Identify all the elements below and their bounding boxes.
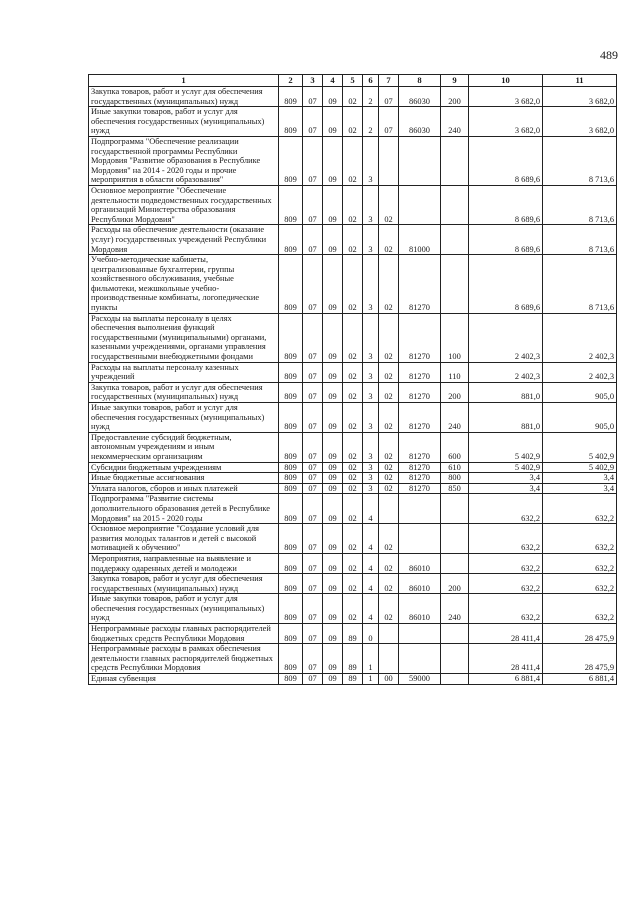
row-cell-c11: 632,2 <box>543 574 617 594</box>
row-cell-c8 <box>399 494 441 524</box>
row-cell-c10: 632,2 <box>469 553 543 573</box>
row-name-cell: Мероприятия, направленные на выявление и поддержку одаренных детей и молодежи <box>89 553 279 573</box>
row-cell-c9: 200 <box>441 574 469 594</box>
row-cell-c8: 59000 <box>399 674 441 685</box>
table-row <box>89 255 617 314</box>
row-cell-c2: 809 <box>279 255 303 314</box>
row-cell-c7: 02 <box>379 483 399 494</box>
table-row <box>89 574 617 594</box>
row-cell-c8: 81270 <box>399 473 441 484</box>
row-cell-c3: 07 <box>303 483 323 494</box>
row-cell-c7: 02 <box>379 462 399 473</box>
row-cell-c11: 632,2 <box>543 553 617 573</box>
row-name-cell: Иные бюджетные ассигнования <box>89 473 279 484</box>
row-cell-c11: 8 713,6 <box>543 185 617 224</box>
row-cell-c7: 02 <box>379 594 399 624</box>
row-cell-c9: 100 <box>441 313 469 362</box>
row-cell-c9 <box>441 644 469 674</box>
row-cell-c4: 09 <box>323 362 343 382</box>
row-cell-c10: 3 682,0 <box>469 87 543 107</box>
row-cell-c11: 3,4 <box>543 483 617 494</box>
row-cell-c4: 09 <box>323 432 343 462</box>
row-name-cell: Подпрограмма "Развитие системы дополнительного образования детей в Республике Мордовия" на 2015 - 2020 годы <box>89 494 279 524</box>
header-cell-9: 9 <box>441 75 469 87</box>
row-cell-c2: 809 <box>279 382 303 402</box>
row-cell-c10: 8 689,6 <box>469 255 543 314</box>
row-cell-c6: 3 <box>363 462 379 473</box>
row-cell-c4: 09 <box>323 382 343 402</box>
row-cell-c3: 07 <box>303 87 323 107</box>
row-cell-c3: 07 <box>303 473 323 484</box>
table-row <box>89 524 617 554</box>
row-cell-c8 <box>399 644 441 674</box>
row-cell-c9: 110 <box>441 362 469 382</box>
row-cell-c2: 809 <box>279 136 303 185</box>
row-cell-c11: 905,0 <box>543 403 617 433</box>
row-cell-c10: 5 402,9 <box>469 432 543 462</box>
table-row <box>89 644 617 674</box>
row-cell-c3: 07 <box>303 403 323 433</box>
row-cell-c3: 07 <box>303 225 323 255</box>
row-cell-c9: 200 <box>441 87 469 107</box>
row-cell-c4: 09 <box>323 553 343 573</box>
table-row <box>89 494 617 524</box>
row-cell-c5: 02 <box>343 255 363 314</box>
row-cell-c6: 1 <box>363 674 379 685</box>
row-cell-c8: 86010 <box>399 553 441 573</box>
header-cell-11: 11 <box>543 75 617 87</box>
row-cell-c2: 809 <box>279 674 303 685</box>
row-cell-c8: 86030 <box>399 107 441 137</box>
row-cell-c5: 89 <box>343 624 363 644</box>
row-cell-c2: 809 <box>279 594 303 624</box>
table-row <box>89 382 617 402</box>
row-cell-c3: 07 <box>303 462 323 473</box>
row-cell-c3: 07 <box>303 432 323 462</box>
row-cell-c8: 81270 <box>399 432 441 462</box>
row-cell-c10: 2 402,3 <box>469 313 543 362</box>
row-cell-c3: 07 <box>303 674 323 685</box>
row-cell-c9 <box>441 494 469 524</box>
row-cell-c5: 89 <box>343 674 363 685</box>
row-cell-c6: 3 <box>363 313 379 362</box>
row-cell-c3: 07 <box>303 624 323 644</box>
row-cell-c2: 809 <box>279 624 303 644</box>
row-cell-c10: 28 411,4 <box>469 624 543 644</box>
row-cell-c9 <box>441 524 469 554</box>
row-name-cell: Подпрограмма "Обеспечение реализации государственной программы Республики Мордовия "Развитие образования в Республике Мордовия" на 2014 - 2020 годы и прочие мероприятия в области образования" <box>89 136 279 185</box>
row-cell-c6: 3 <box>363 473 379 484</box>
row-cell-c7: 02 <box>379 432 399 462</box>
row-cell-c2: 809 <box>279 483 303 494</box>
row-cell-c2: 809 <box>279 313 303 362</box>
row-cell-c10: 881,0 <box>469 403 543 433</box>
row-cell-c4: 09 <box>323 594 343 624</box>
row-cell-c9 <box>441 136 469 185</box>
row-cell-c7: 02 <box>379 225 399 255</box>
row-cell-c9: 600 <box>441 432 469 462</box>
row-cell-c4: 09 <box>323 624 343 644</box>
row-cell-c2: 809 <box>279 494 303 524</box>
row-cell-c2: 809 <box>279 574 303 594</box>
header-cell-5: 5 <box>343 75 363 87</box>
row-cell-c11: 8 713,6 <box>543 136 617 185</box>
row-name-cell: Закупка товаров, работ и услуг для обеспечения государственных (муниципальных) нужд <box>89 87 279 107</box>
row-cell-c6: 1 <box>363 644 379 674</box>
row-cell-c3: 07 <box>303 107 323 137</box>
row-cell-c5: 02 <box>343 462 363 473</box>
row-cell-c7: 02 <box>379 473 399 484</box>
row-cell-c9: 240 <box>441 403 469 433</box>
row-cell-c4: 09 <box>323 674 343 685</box>
row-cell-c6: 3 <box>363 255 379 314</box>
row-cell-c6: 3 <box>363 382 379 402</box>
row-cell-c6: 2 <box>363 87 379 107</box>
row-cell-c10: 632,2 <box>469 494 543 524</box>
row-cell-c5: 02 <box>343 553 363 573</box>
row-cell-c8: 81270 <box>399 403 441 433</box>
table-row <box>89 136 617 185</box>
row-cell-c4: 09 <box>323 107 343 137</box>
row-cell-c9: 800 <box>441 473 469 484</box>
row-cell-c6: 3 <box>363 362 379 382</box>
row-cell-c3: 07 <box>303 362 323 382</box>
budget-table <box>88 74 617 685</box>
row-cell-c10: 8 689,6 <box>469 225 543 255</box>
header-cell-6: 6 <box>363 75 379 87</box>
row-cell-c7: 07 <box>379 87 399 107</box>
table-row <box>89 674 617 685</box>
table-header-row <box>89 75 617 87</box>
row-name-cell: Закупка товаров, работ и услуг для обеспечения государственных (муниципальных) нужд <box>89 574 279 594</box>
row-name-cell: Иные закупки товаров, работ и услуг для обеспечения государственных (муниципальных) нужд <box>89 594 279 624</box>
row-name-cell: Уплата налогов, сборов и иных платежей <box>89 483 279 494</box>
row-name-cell: Предоставление субсидий бюджетным, автономным учреждениям и иным некоммерческим организациям <box>89 432 279 462</box>
row-cell-c6: 4 <box>363 524 379 554</box>
row-cell-c11: 8 713,6 <box>543 255 617 314</box>
row-cell-c10: 3,4 <box>469 473 543 484</box>
row-cell-c10: 881,0 <box>469 382 543 402</box>
row-cell-c5: 02 <box>343 403 363 433</box>
header-cell-7: 7 <box>379 75 399 87</box>
row-cell-c11: 3,4 <box>543 473 617 484</box>
row-cell-c8: 86010 <box>399 574 441 594</box>
row-cell-c5: 02 <box>343 362 363 382</box>
table-row <box>89 87 617 107</box>
row-cell-c11: 5 402,9 <box>543 432 617 462</box>
table-row <box>89 462 617 473</box>
row-cell-c5: 02 <box>343 225 363 255</box>
row-cell-c5: 02 <box>343 185 363 224</box>
row-cell-c11: 2 402,3 <box>543 362 617 382</box>
row-cell-c2: 809 <box>279 185 303 224</box>
row-cell-c6: 3 <box>363 432 379 462</box>
row-cell-c2: 809 <box>279 403 303 433</box>
row-cell-c10: 3,4 <box>469 483 543 494</box>
row-cell-c8 <box>399 185 441 224</box>
table-row <box>89 473 617 484</box>
header-cell-2: 2 <box>279 75 303 87</box>
row-cell-c5: 02 <box>343 473 363 484</box>
row-cell-c6: 3 <box>363 136 379 185</box>
row-name-cell: Иные закупки товаров, работ и услуг для обеспечения государственных (муниципальных) нужд <box>89 107 279 137</box>
row-cell-c5: 02 <box>343 483 363 494</box>
row-cell-c11: 632,2 <box>543 524 617 554</box>
row-name-cell: Иные закупки товаров, работ и услуг для обеспечения государственных (муниципальных) нужд <box>89 403 279 433</box>
row-cell-c10: 5 402,9 <box>469 462 543 473</box>
row-cell-c3: 07 <box>303 185 323 224</box>
row-cell-c2: 809 <box>279 524 303 554</box>
row-cell-c11: 6 881,4 <box>543 674 617 685</box>
row-cell-c5: 02 <box>343 136 363 185</box>
row-cell-c8: 81270 <box>399 313 441 362</box>
row-cell-c2: 809 <box>279 553 303 573</box>
row-cell-c7: 02 <box>379 403 399 433</box>
row-cell-c4: 09 <box>323 185 343 224</box>
row-name-cell: Расходы на выплаты персоналу казенных учреждений <box>89 362 279 382</box>
row-cell-c10: 2 402,3 <box>469 362 543 382</box>
row-cell-c9: 200 <box>441 382 469 402</box>
row-cell-c9 <box>441 185 469 224</box>
row-cell-c2: 809 <box>279 107 303 137</box>
row-cell-c9: 240 <box>441 107 469 137</box>
row-cell-c7: 07 <box>379 107 399 137</box>
row-cell-c4: 09 <box>323 225 343 255</box>
row-cell-c7 <box>379 494 399 524</box>
row-cell-c11: 28 475,9 <box>543 644 617 674</box>
row-cell-c10: 28 411,4 <box>469 644 543 674</box>
row-name-cell: Непрограммные расходы в рамках обеспечения деятельности главных распорядителей бюджетных средств Республики Мордовия <box>89 644 279 674</box>
row-cell-c4: 09 <box>323 494 343 524</box>
row-name-cell: Непрограммные расходы главных распорядителей бюджетных средств Республики Мордовия <box>89 624 279 644</box>
row-cell-c6: 3 <box>363 403 379 433</box>
row-cell-c11: 3 682,0 <box>543 87 617 107</box>
table-row <box>89 362 617 382</box>
row-cell-c7: 02 <box>379 362 399 382</box>
row-cell-c3: 07 <box>303 136 323 185</box>
row-cell-c8: 81270 <box>399 382 441 402</box>
row-cell-c7 <box>379 136 399 185</box>
row-cell-c5: 02 <box>343 574 363 594</box>
row-cell-c5: 02 <box>343 87 363 107</box>
row-cell-c7: 02 <box>379 524 399 554</box>
row-cell-c4: 09 <box>323 313 343 362</box>
row-cell-c9 <box>441 553 469 573</box>
row-cell-c6: 4 <box>363 494 379 524</box>
row-cell-c10: 8 689,6 <box>469 185 543 224</box>
row-name-cell: Закупка товаров, работ и услуг для обеспечения государственных (муниципальных) нужд <box>89 382 279 402</box>
row-cell-c7 <box>379 624 399 644</box>
header-cell-4: 4 <box>323 75 343 87</box>
row-cell-c3: 07 <box>303 553 323 573</box>
row-cell-c8: 86010 <box>399 594 441 624</box>
row-cell-c3: 07 <box>303 524 323 554</box>
row-cell-c9: 610 <box>441 462 469 473</box>
row-cell-c11: 632,2 <box>543 494 617 524</box>
row-cell-c5: 02 <box>343 432 363 462</box>
row-cell-c5: 02 <box>343 494 363 524</box>
row-cell-c6: 3 <box>363 225 379 255</box>
row-name-cell: Основное мероприятие "Создание условий для развития молодых талантов и детей с высокой мотивацией к обучению" <box>89 524 279 554</box>
row-cell-c3: 07 <box>303 574 323 594</box>
row-cell-c7: 00 <box>379 674 399 685</box>
row-cell-c4: 09 <box>323 473 343 484</box>
row-cell-c8: 86030 <box>399 87 441 107</box>
row-cell-c10: 6 881,4 <box>469 674 543 685</box>
row-cell-c9 <box>441 255 469 314</box>
row-cell-c6: 4 <box>363 594 379 624</box>
row-cell-c8: 81270 <box>399 462 441 473</box>
row-cell-c8: 81270 <box>399 255 441 314</box>
row-cell-c7 <box>379 644 399 674</box>
row-cell-c11: 3 682,0 <box>543 107 617 137</box>
row-cell-c7: 02 <box>379 553 399 573</box>
row-cell-c7: 02 <box>379 574 399 594</box>
header-cell-10: 10 <box>469 75 543 87</box>
row-cell-c7: 02 <box>379 185 399 224</box>
row-cell-c5: 02 <box>343 313 363 362</box>
table-row <box>89 185 617 224</box>
table-row <box>89 483 617 494</box>
row-cell-c10: 632,2 <box>469 594 543 624</box>
row-cell-c6: 3 <box>363 185 379 224</box>
table-row <box>89 313 617 362</box>
row-cell-c8: 81270 <box>399 362 441 382</box>
row-cell-c9 <box>441 225 469 255</box>
row-name-cell: Субсидии бюджетным учреждениям <box>89 462 279 473</box>
row-cell-c11: 5 402,9 <box>543 462 617 473</box>
row-cell-c11: 905,0 <box>543 382 617 402</box>
row-cell-c3: 07 <box>303 494 323 524</box>
row-cell-c8: 81000 <box>399 225 441 255</box>
row-cell-c4: 09 <box>323 87 343 107</box>
page-number: 489 <box>600 48 618 62</box>
row-cell-c4: 09 <box>323 462 343 473</box>
row-cell-c9 <box>441 624 469 644</box>
row-cell-c8 <box>399 524 441 554</box>
row-cell-c3: 07 <box>303 594 323 624</box>
row-cell-c10: 8 689,6 <box>469 136 543 185</box>
row-cell-c5: 02 <box>343 107 363 137</box>
row-cell-c2: 809 <box>279 87 303 107</box>
row-cell-c5: 02 <box>343 594 363 624</box>
row-cell-c8 <box>399 136 441 185</box>
row-cell-c2: 809 <box>279 462 303 473</box>
row-name-cell: Расходы на выплаты персоналу в целях обеспечения выполнения функций государственными (муниципальными) органами, казенными учреждениями, органами управления государственными внебюджетными фондами <box>89 313 279 362</box>
row-cell-c3: 07 <box>303 255 323 314</box>
row-name-cell: Учебно-методические кабинеты, централизованные бухгалтерии, группы хозяйственного обслуживания, учебные фильмотеки, межшкольные учебно-производственные комбинаты, логопедические пункты <box>89 255 279 314</box>
row-cell-c6: 4 <box>363 553 379 573</box>
row-cell-c4: 09 <box>323 524 343 554</box>
row-name-cell: Расходы на обеспечение деятельности (оказание услуг) государственных учреждений Республики Мордовия <box>89 225 279 255</box>
row-cell-c7: 02 <box>379 313 399 362</box>
row-cell-c2: 809 <box>279 432 303 462</box>
table-row <box>89 403 617 433</box>
row-name-cell: Основное мероприятие "Обеспечение деятельности подведомственных государственных организаций Министерства образования Республики Мордовия" <box>89 185 279 224</box>
header-cell-3: 3 <box>303 75 323 87</box>
row-cell-c9: 240 <box>441 594 469 624</box>
row-cell-c8: 81270 <box>399 483 441 494</box>
row-cell-c4: 09 <box>323 403 343 433</box>
row-cell-c5: 02 <box>343 524 363 554</box>
table-row <box>89 624 617 644</box>
row-cell-c2: 809 <box>279 473 303 484</box>
row-cell-c7: 02 <box>379 382 399 402</box>
row-cell-c11: 2 402,3 <box>543 313 617 362</box>
row-cell-c5: 89 <box>343 644 363 674</box>
row-cell-c6: 2 <box>363 107 379 137</box>
row-cell-c2: 809 <box>279 644 303 674</box>
row-cell-c10: 632,2 <box>469 574 543 594</box>
row-cell-c6: 0 <box>363 624 379 644</box>
header-cell-8: 8 <box>399 75 441 87</box>
row-cell-c7: 02 <box>379 255 399 314</box>
budget-table-wrapper <box>88 74 616 685</box>
row-cell-c6: 4 <box>363 574 379 594</box>
row-cell-c11: 28 475,9 <box>543 624 617 644</box>
table-row <box>89 594 617 624</box>
table-row <box>89 432 617 462</box>
row-cell-c5: 02 <box>343 382 363 402</box>
row-cell-c3: 07 <box>303 382 323 402</box>
table-row <box>89 107 617 137</box>
row-cell-c11: 632,2 <box>543 594 617 624</box>
row-cell-c10: 632,2 <box>469 524 543 554</box>
row-cell-c4: 09 <box>323 574 343 594</box>
row-cell-c11: 8 713,6 <box>543 225 617 255</box>
row-cell-c4: 09 <box>323 644 343 674</box>
row-cell-c4: 09 <box>323 136 343 185</box>
row-cell-c6: 3 <box>363 483 379 494</box>
row-cell-c8 <box>399 624 441 644</box>
row-cell-c3: 07 <box>303 313 323 362</box>
row-cell-c2: 809 <box>279 362 303 382</box>
row-name-cell: Единая субвенция <box>89 674 279 685</box>
row-cell-c9 <box>441 674 469 685</box>
row-cell-c9: 850 <box>441 483 469 494</box>
row-cell-c2: 809 <box>279 225 303 255</box>
row-cell-c10: 3 682,0 <box>469 107 543 137</box>
header-cell-1: 1 <box>89 75 279 87</box>
row-cell-c4: 09 <box>323 255 343 314</box>
table-row <box>89 225 617 255</box>
row-cell-c4: 09 <box>323 483 343 494</box>
row-cell-c3: 07 <box>303 644 323 674</box>
table-row <box>89 553 617 573</box>
